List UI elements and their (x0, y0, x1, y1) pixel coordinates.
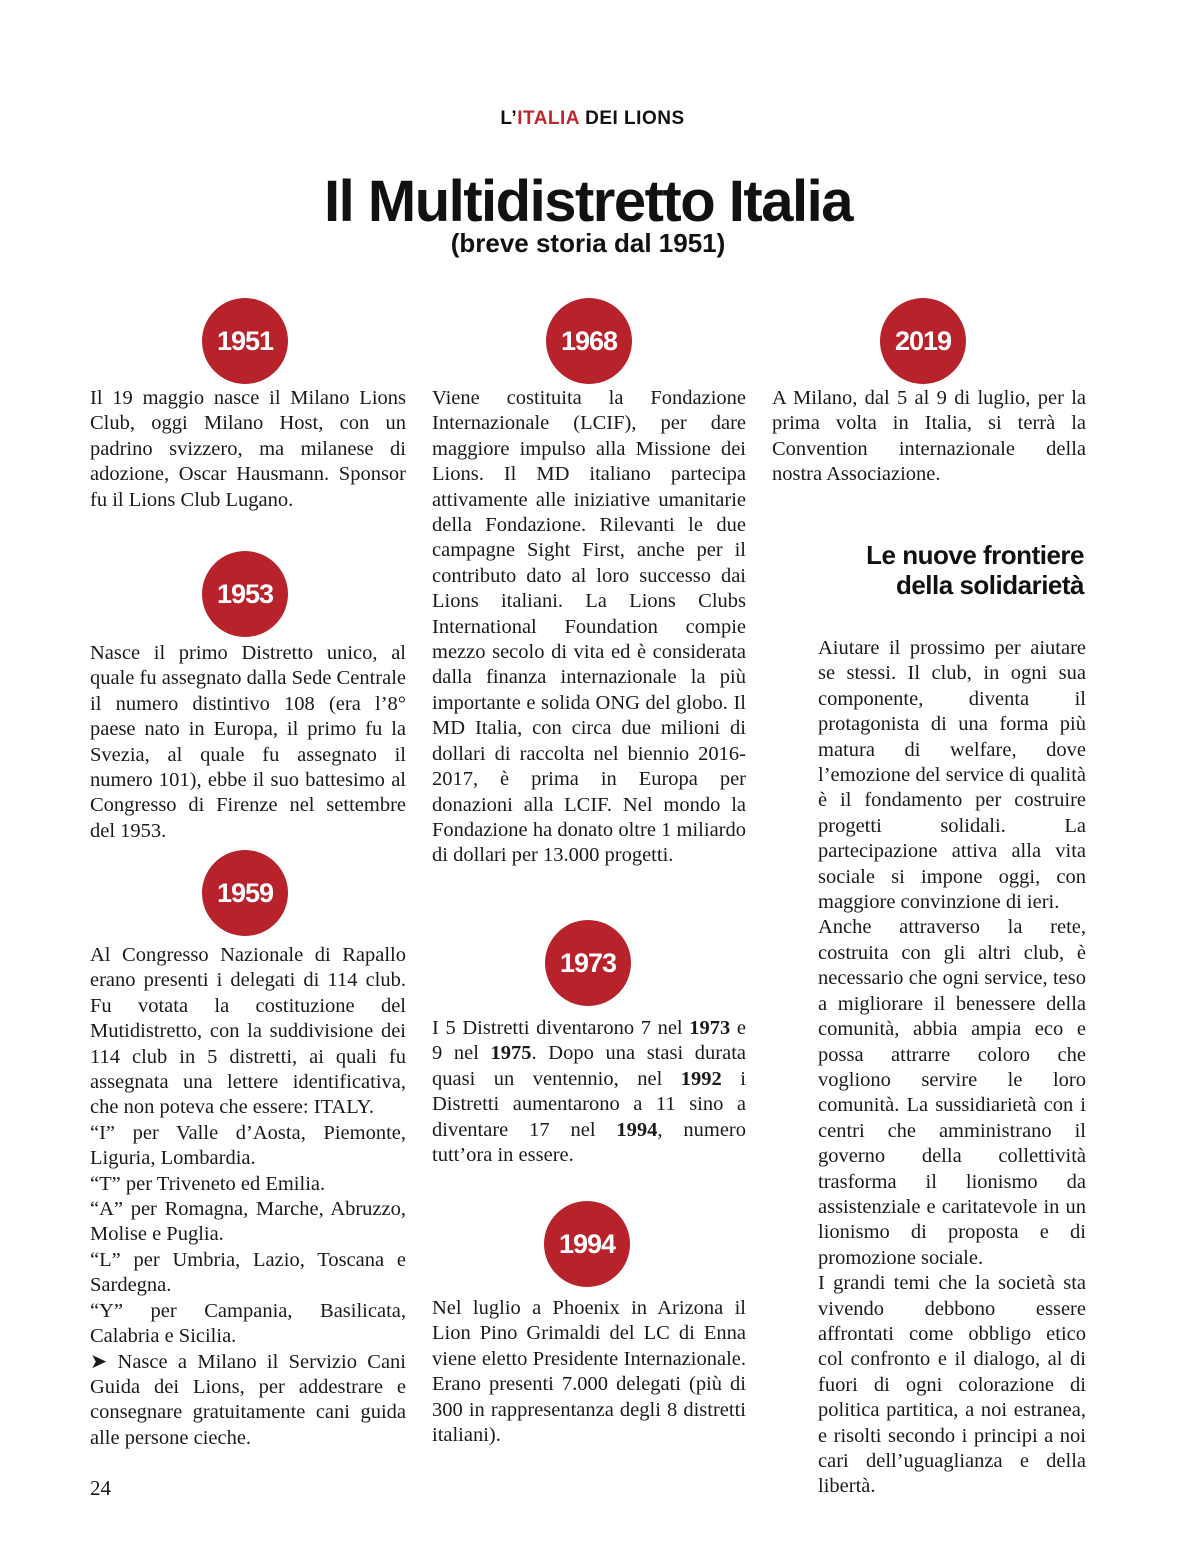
year-1994-bold: 1994 (616, 1118, 658, 1141)
year-badge-1994: 1994 (544, 1201, 630, 1287)
year-1975-bold: 1975 (490, 1042, 532, 1065)
district-letter-t: “T” per Triveneto ed Emilia. (90, 1172, 326, 1195)
text-run: . Dopo una stasi durata quasi un ventennio, nel (432, 1042, 746, 1090)
district-letter-a: “A” per Romagna, Marche, Abruzzo, Molise e Puglia. (90, 1198, 406, 1246)
page-number: 24 (90, 1476, 111, 1500)
year-badge-1951: 1951 (202, 298, 288, 384)
frontiere-body (818, 636, 1086, 1500)
section-kicker (0, 108, 1185, 130)
year-1973-bold: 1973 (689, 1017, 731, 1039)
frontiere-heading-line1: Le nuove frontiere (866, 540, 1084, 570)
year-badge-2019: 2019 (880, 298, 966, 384)
frontiere-heading-line2: della solidarietà (895, 570, 1084, 600)
text-run: i Distretti aumentarono a 11 sino a diventare 17 nel (432, 1067, 746, 1141)
entry-text-2019: A Milano, dal 5 al 9 di luglio, per la prima volta in Italia, si terrà la Convention internazionale della nostra Associazione. (772, 387, 1086, 486)
year-badge-1973: 1973 (545, 920, 631, 1006)
entry-text-1951: Il 19 maggio nasce il Milano Lions Club, oggi Milano Host, con un padrino svizzero, ma milanese di adozione, Oscar Hausmann. Sponsor fu il Lions Club Lugano. (90, 387, 406, 511)
entry-block-1959 (90, 943, 406, 1451)
kicker-suffix: DEI LIONS (579, 108, 685, 129)
kicker-accent: ITALIA (517, 108, 580, 129)
district-letter-y: “Y” per Campania, Basilicata, Calabria e Sicilia. (90, 1299, 406, 1348)
entry-text-1953: Nasce il primo Distretto unico, al quale fu assegnato dalla Sede Centrale il numero distintivo 108 (era l’8° paese nato in Europa, il primo fu la Svezia, al quale fu assegnato il numero 101), ebbe il suo battesimo al Congresso di Firenze nel settembre del 1953. (90, 642, 406, 842)
entry-text-1959: Al Congresso Nazionale di Rapallo erano presenti i delegati di 114 club. Fu votata la costituzione del Mutidistretto, con la suddivisione dei 114 club in 5 distretti, ai quali fu assegnata una lettere identificativa, che non poteva che essere: ITALY. (90, 944, 406, 1119)
entry-text-1968: Viene costituita la Fondazione Internazionale (LCIF), per dare maggiore impulso alla Missione dei Lions. Il MD italiano partecipa attivamente alle iniziative umanitarie della Fondazione. Rilevanti le due campagne Sight First, anche per il contributo dato al loro successo dai Lions italiani. La Lions Clubs International Foundation compie mezzo secolo di vita ed è considerata dalla finanza internazionale la più importante e solida ONG del globo. Il MD Italia, con circa due milioni di dollari di raccolta nel biennio 2016-2017, è prima in Europa per donazioni alla LCIF. Nel mondo la Fondazione ha donato oltre 1 miliardo di dollari per 13.000 progetti. (432, 387, 746, 867)
year-badge-1953: 1953 (202, 551, 288, 637)
frontiere-paragraph-2: Anche attraverso la rete, costruita con gli altri club, è necessario che ogni service, teso a migliorare il benessere della comunità, abbia ampia eco e possa attrarre coloro che vogliono servire le loro comunità. La sussidiarietà con i centri che amministrano il governo della collettività trasforma il lionismo da assistenziale e caritatevole in un lionismo di proposta e di promozione sociale. (818, 916, 1086, 1269)
frontiere-paragraph-3: I grandi temi che la società sta vivendo debbono essere affrontati come obbligo etico col confronto e il dialogo, al di fuori di ogni colorazione di politica partitica, a noi estranea, e risolti secondo i principi a noi cari dell’uguaglianza e della libertà. (818, 1272, 1086, 1498)
page-subtitle: (breve storia dal 1951) (450, 228, 726, 258)
text-run: I 5 Distretti diventarono 7 nel (432, 1017, 690, 1039)
text-run: e 9 nel (432, 1017, 746, 1065)
frontiere-paragraph-1: Aiutare il prossimo per aiutare se stessi. Il club, in ogni sua componente, diventa il protagonista di una forma più matura di welfare, dove l’emozione del service di qualità è il fondamento per costruire progetti solidali. La partecipazione attiva alla vita sociale si impone oggi, con maggiore convinzione di ieri. (818, 637, 1086, 914)
year-badge-1959: 1959 (202, 850, 288, 936)
entry-text-1973 (432, 1016, 746, 1168)
frontiere-heading (770, 540, 1084, 600)
district-letter-l: “L” per Umbria, Lazio, Toscana e Sardegna. (90, 1248, 406, 1297)
page-title: Il Multidistretto Italia (324, 169, 852, 234)
text-run: , numero tutt’ora in essere. (432, 1118, 746, 1167)
year-1992-bold: 1992 (680, 1067, 722, 1090)
guide-dogs-note: ➤ Nasce a Milano il Servizio Cani Guida dei Lions, per addestrare e consegnare gratuitamente cani guida alle persone cieche. (90, 1350, 406, 1449)
district-letter-i: “I” per Valle d’Aosta, Piemonte, Liguria, Lombardia. (90, 1121, 406, 1170)
kicker-prefix: L’ (500, 108, 518, 129)
entry-text-1994: Nel luglio a Phoenix in Arizona il Lion Pino Grimaldi del LC di Enna viene eletto Presidente Internazionale. Erano presenti 7.000 delegati (più di 300 in rappresentanza degli 8 distretti italiani). (432, 1297, 746, 1447)
year-badge-1968: 1968 (546, 298, 632, 384)
